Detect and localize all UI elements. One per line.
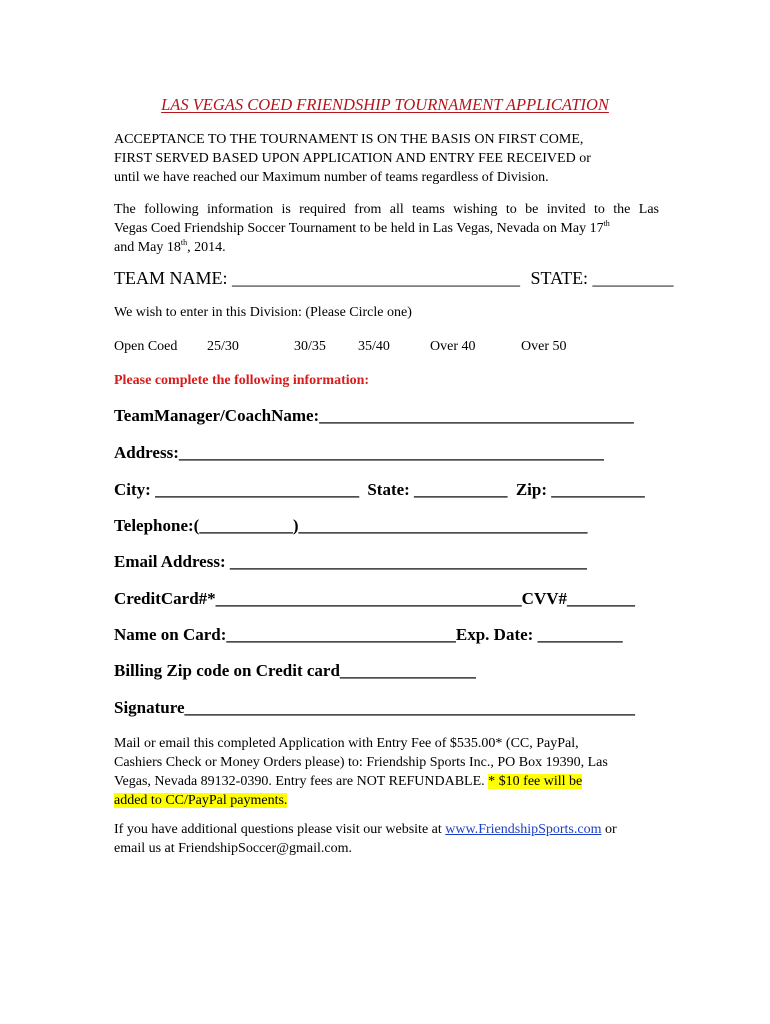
email-field[interactable]: Email Address: __________________________________________ (114, 552, 587, 571)
contact-line (114, 820, 659, 839)
billing-zip-field[interactable]: Billing Zip code on Credit card________________ (114, 661, 476, 680)
address-field[interactable]: Address:__________________________________________________ (114, 443, 604, 462)
division-option[interactable]: 30/35 (294, 339, 326, 354)
acceptance-paragraph (114, 130, 659, 187)
contact-email-line: email us at FriendshipSoccer@gmail.com. (114, 841, 353, 856)
mail-paragraph (114, 734, 659, 810)
mail-line (114, 772, 659, 791)
info-text: and May 18 (114, 240, 181, 255)
division-option[interactable]: Open Coed (114, 339, 178, 354)
info-text: Vegas Coed Friendship Soccer Tournament to be held in Las Vegas, Nevada on May 17 (114, 221, 604, 236)
team-name-field[interactable]: TEAM NAME: ________________________________ (114, 268, 520, 288)
division-option[interactable]: Over 40 (430, 339, 476, 354)
division-option[interactable]: Over 50 (521, 339, 567, 354)
info-text: , 2014. (187, 240, 226, 255)
mail-text: Vegas, Nevada 89132-0390. Entry fees are NOT REFUNDABLE. (114, 774, 489, 789)
telephone-field[interactable]: Telephone:(___________)__________________________________ (114, 516, 588, 535)
acceptance-line: FIRST SERVED BASED UPON APPLICATION AND ENTRY FEE RECEIVED or (114, 151, 591, 166)
page-title: LAS VEGAS COED FRIENDSHIP TOURNAMENT APPLICATION (161, 95, 609, 114)
acceptance-line: until we have reached our Maximum number of teams regardless of Division. (114, 170, 549, 185)
city-field[interactable]: City: ________________________ (114, 480, 360, 499)
city-state-zip-row (114, 479, 645, 501)
team-state-field[interactable]: STATE: _________ (530, 268, 674, 288)
contact-text: or (601, 822, 617, 837)
info-paragraph (114, 200, 659, 257)
division-option[interactable]: 25/30 (207, 339, 239, 354)
division-option[interactable]: 35/40 (358, 339, 390, 354)
complete-note: Please complete the following information: (114, 373, 370, 388)
credit-card-field[interactable]: CreditCard#*____________________________________CVV#________ (114, 589, 636, 608)
superscript: th (180, 238, 188, 247)
info-line: The following information is required from all teams wishing to be invited to the Las (114, 202, 659, 217)
fee-highlight: * $10 fee will be (488, 774, 583, 789)
mail-line: Cashiers Check or Money Orders please) to: Friendship Sports Inc., PO Box 19390, Las (114, 755, 608, 770)
mail-line: Mail or email this completed Application with Entry Fee of $535.00* (CC, PayPal, (114, 736, 579, 751)
acceptance-line: ACCEPTANCE TO THE TOURNAMENT IS ON THE BASIS ON FIRST COME, (114, 132, 584, 147)
contact-paragraph (114, 820, 659, 858)
division-prompt: We wish to enter in this Division: (Please Circle one) (114, 305, 412, 320)
state-field[interactable]: State: ___________ (367, 480, 508, 499)
division-options (0, 339, 770, 359)
superscript: th (603, 219, 610, 228)
contact-text: If you have additional questions please visit our website at (114, 822, 446, 837)
info-line (114, 238, 659, 257)
manager-field[interactable]: TeamManager/CoachName:_____________________________________ (114, 406, 634, 425)
zip-field[interactable]: Zip: ___________ (515, 480, 645, 499)
team-row (114, 268, 674, 289)
mail-line (114, 791, 659, 810)
name-on-card-field[interactable]: Name on Card:___________________________Exp. Date: __________ (114, 625, 623, 644)
fee-highlight: added to CC/PayPal payments. (114, 793, 288, 808)
website-link[interactable]: www.FriendshipSports.com (445, 822, 602, 837)
signature-field[interactable]: Signature_____________________________________________________ (114, 698, 636, 717)
info-line (114, 219, 659, 238)
